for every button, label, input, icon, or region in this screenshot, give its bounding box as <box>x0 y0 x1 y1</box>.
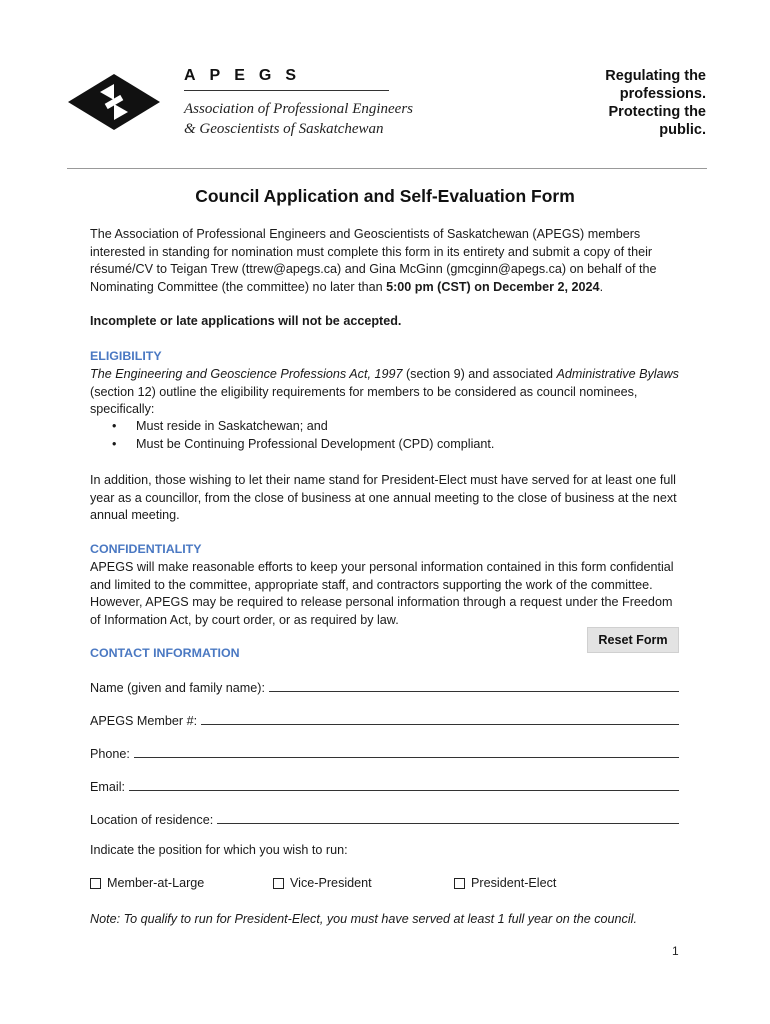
tagline <box>546 67 706 139</box>
list-item: • Must reside in Saskatchewan; and <box>90 418 680 436</box>
member-number-label: APEGS Member #: <box>90 714 198 728</box>
email-input[interactable] <box>129 777 679 791</box>
act-name: The Engineering and Geoscience Professions Act, 1997 <box>90 367 403 381</box>
vice-president-checkbox[interactable] <box>273 876 372 890</box>
president-elect-label: President-Elect <box>471 876 557 890</box>
residence-field[interactable] <box>90 809 679 827</box>
phone-label: Phone: <box>90 747 130 761</box>
confidentiality-paragraph: APEGS will make reasonable efforts to keep your personal information contained in this form confidential and limited to the committee, appropriate staff, and contractors supporting the work of the committee. However, APEGS may be required to release personal information through a request under the Freedom of Information Act, by court order, or as required by law. <box>90 560 674 627</box>
contact-heading: CONTACT INFORMATION <box>90 646 240 660</box>
phone-field[interactable] <box>90 743 679 761</box>
org-name-line-1: Association of Professional Engineers <box>184 101 414 117</box>
checkbox-icon[interactable] <box>90 878 101 889</box>
name-input[interactable] <box>269 678 679 692</box>
org-name-line-2: & Geoscientists of Saskatchewan <box>184 121 384 137</box>
apegs-logo-icon <box>66 72 162 132</box>
vice-president-label: Vice-President <box>290 876 372 890</box>
president-elect-note: Note: To qualify to run for President-Elect, you must have served at least 1 full year on the council. <box>90 912 637 926</box>
position-prompt: Indicate the position for which you wish to run: <box>90 843 348 857</box>
eligibility-list <box>90 418 680 453</box>
member-number-field[interactable] <box>90 710 679 728</box>
intro-text: The Association of Professional Engineers and Geoscientists of Saskatchewan (APEGS) members interested in standing for nomination must complete this form in its entirety and submit a copy of their résumé/CV to Teigan Trew (ttrew@apegs.ca) and Gina McGinn (gmcginn@apegs.ca) on behalf of the Nominating Committee (the committee) no later than <box>90 227 657 294</box>
org-acronym: APEGS <box>184 67 311 84</box>
checkbox-icon[interactable] <box>273 878 284 889</box>
checkbox-icon[interactable] <box>454 878 465 889</box>
reset-form-button[interactable]: Reset Form <box>587 627 679 653</box>
header-divider <box>67 168 707 169</box>
email-label: Email: <box>90 780 125 794</box>
president-elect-paragraph: In addition, those wishing to let their name stand for President-Elect must have served for at least one full year as a councillor, from the close of business at one annual meeting to the close of business at the next annual meeting. <box>90 473 677 522</box>
tagline-line-2: professions. <box>619 86 706 102</box>
org-name <box>184 99 413 139</box>
tagline-line-3: Protecting the <box>608 104 706 120</box>
eligibility-paragraph <box>90 366 680 419</box>
list-item: • Must be Continuing Professional Development (CPD) compliant. <box>90 436 680 454</box>
page-number: 1 <box>672 944 679 958</box>
intro-paragraph <box>90 226 680 296</box>
confidentiality-heading: CONFIDENTIALITY <box>90 542 202 556</box>
org-rule <box>184 90 389 91</box>
member-at-large-checkbox[interactable] <box>90 876 204 890</box>
tagline-line-1: Regulating the <box>605 68 706 84</box>
intro-end: . <box>599 279 604 294</box>
intro-deadline: 5:00 pm (CST) on December 2, 2024 <box>386 279 600 294</box>
bylaws-name: Administrative Bylaws <box>556 367 679 381</box>
form-title: Council Application and Self-Evaluation Form <box>195 186 575 206</box>
member-at-large-label: Member-at-Large <box>107 876 205 890</box>
email-field[interactable] <box>90 776 679 794</box>
phone-input[interactable] <box>134 744 679 758</box>
late-warning: Incomplete or late applications will not be accepted. <box>90 314 402 328</box>
tagline-line-4: public. <box>659 122 706 138</box>
eligibility-heading: ELIGIBILITY <box>90 349 162 363</box>
eligibility-mid: (section 9) and associated <box>402 367 557 381</box>
name-label: Name (given and family name): <box>90 681 265 695</box>
president-elect-checkbox[interactable] <box>454 876 556 890</box>
eligibility-rest: (section 12) outline the eligibility requirements for members to be considered as council nominees, specifically: <box>90 384 638 416</box>
residence-label: Location of residence: <box>90 813 214 827</box>
member-number-input[interactable] <box>201 711 679 725</box>
residence-input[interactable] <box>217 810 679 824</box>
name-field[interactable] <box>90 677 679 695</box>
